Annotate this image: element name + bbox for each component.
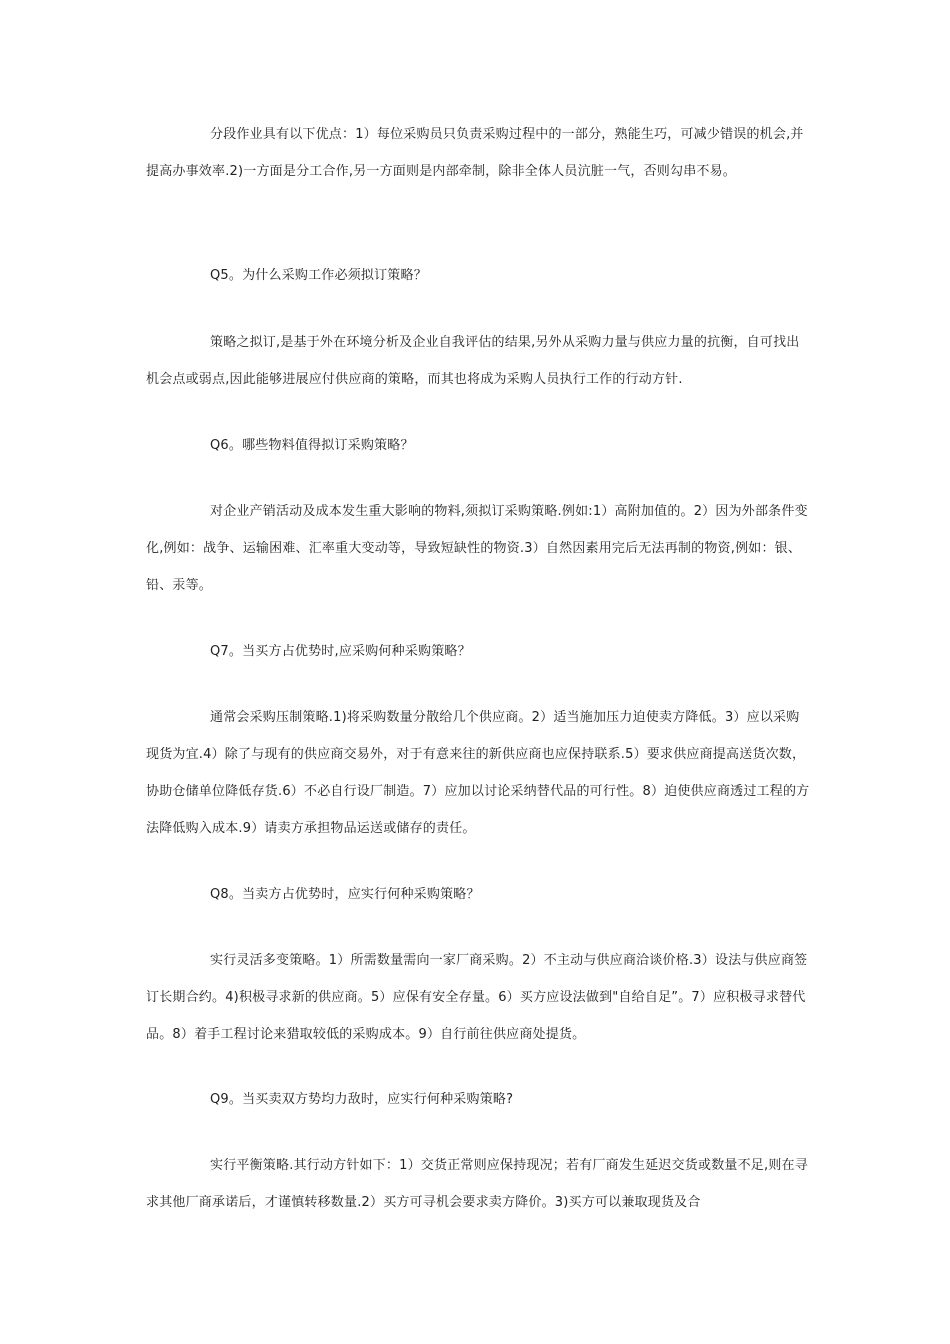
answer-q9-paragraph: 实行平衡策略.其行动方针如下：1）交货正常则应保持现况；若有厂商发生延迟交货或数量不足,则在寻求其他厂商承诺后，才谨慎转移数量.2）买方可寻机会要求卖方降价。3)买方可以兼取现货及合	[146, 1158, 808, 1210]
question-q8-heading: Q8。当卖方占优势时，应实行何种采购策略？	[210, 887, 480, 902]
answer-q6-paragraph: 对企业产销活动及成本发生重大影响的物料,须拟订采购策略.例如:1）高附加值的。2）因为外部条件变化,例如：战争、运输困难、汇率重大变动等，导致短缺性的物资.3）自然因素用完后无法再制的物资,例如：银、铅、汞等。	[146, 504, 808, 593]
question-q9-heading: Q9。当买卖双方势均力敌时，应实行何种采购策略?	[210, 1092, 514, 1107]
question-q6-heading: Q6。哪些物料值得拟订采购策略？	[210, 438, 414, 453]
paragraph-segmented-purchasing-advantages: 分段作业具有以下优点：1）每位采购员只负责采购过程中的一部分，熟能生巧，可减少错误的机会,并提高办事效率.2)一方面是分工合作,另一方面则是内部牵制，除非全体人员沆脏一气，否则勾串不易。	[146, 127, 804, 179]
answer-q8-paragraph: 实行灵活多变策略。1）所需数量需向一家厂商采购。2）不主动与供应商洽谈价格.3）设法与供应商签订长期合约。4)积极寻求新的供应商。5）应保有安全存量。6）买方应设法做到"自给自足”。7）应积极寻求替代品。8）着手工程讨论来猎取较低的采购成本。9）自行前往供应商处提货。	[146, 953, 808, 1042]
question-q7-heading: Q7。当买方占优势时,应采购何种采购策略？	[210, 644, 471, 659]
answer-q7-paragraph: 通常会采购压制策略.1)将采购数量分散给几个供应商。2）适当施加压力迫使卖方降低。3）应以采购现货为宜.4）除了与现有的供应商交易外，对于有意来往的新供应商也应保持联系.5）要求供应商提高送货次数，协助仓储单位降低存货.6）不必自行设厂制造。7）应加以讨论采纳替代品的可行性。8）迫使供应商透过工程的方法降低购入成本.9）请卖方承担物品运送或储存的责任。	[146, 710, 810, 836]
answer-q5-paragraph: 策略之拟订,是基于外在环境分析及企业自我评估的结果,另外从采购力量与供应力量的抗衡，自可找出机会点或弱点,因此能够进展应付供应商的策略，而其也将成为采购人员执行工作的行动方针.	[146, 335, 800, 387]
question-q5-heading: Q5。为什么采购工作必须拟订策略？	[210, 268, 427, 283]
